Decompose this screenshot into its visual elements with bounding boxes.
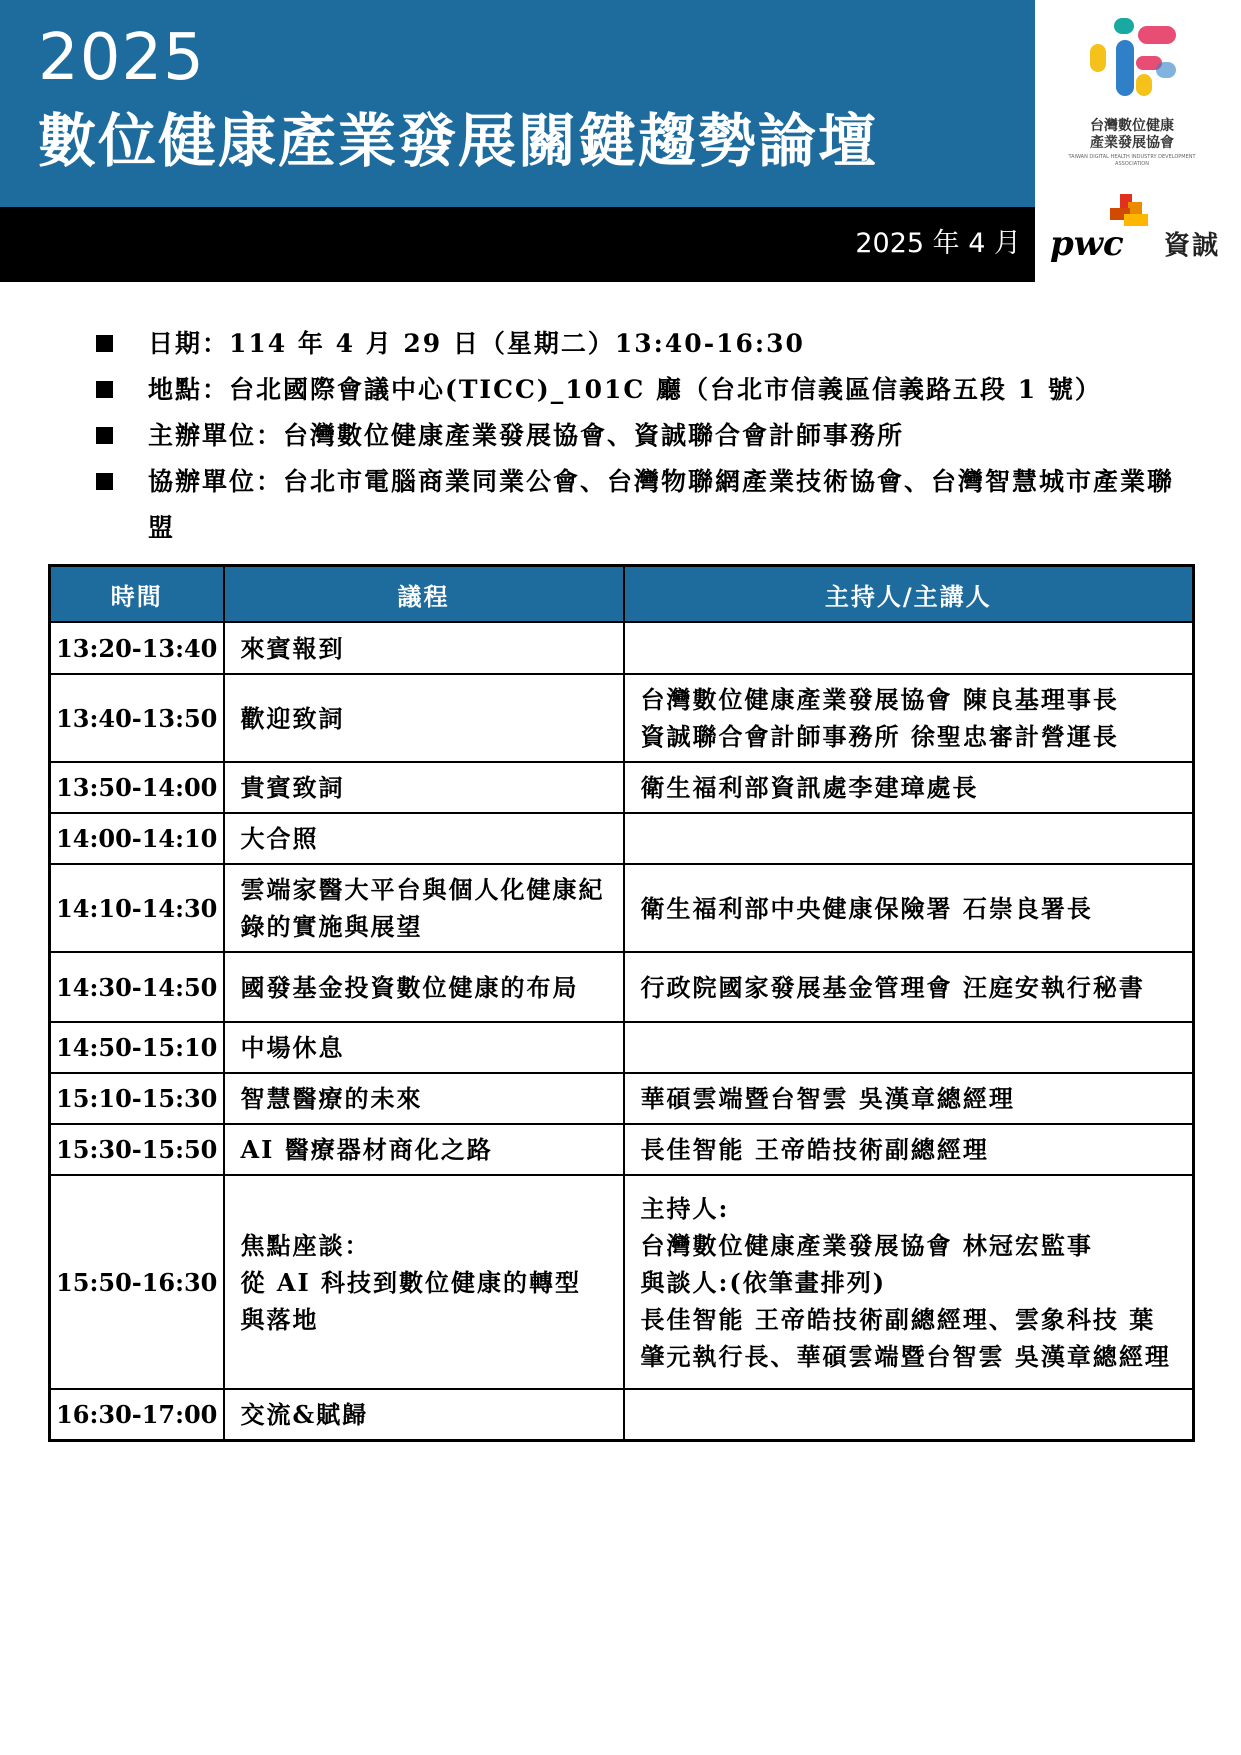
table-row: [50, 864, 1194, 952]
agenda-topic: 國發基金投資數位健康的布局: [224, 952, 624, 1022]
speaker-line: 長佳智能 王帝皓技術副總經理、雲象科技 葉肇元執行長、華碩雲端暨台智雲 吳漢章總經理: [640, 1304, 1171, 1371]
event-co-organizer: 協辦單位：台北市電腦商業同業公會、台灣物聯網產業技術協會、台灣智慧城市產業聯盟: [94, 459, 1174, 551]
tdhia-logo-name: 台灣數位健康 產業發展協會: [1090, 118, 1174, 151]
table-row: [50, 1124, 1194, 1175]
speaker-line: 主持人:: [640, 1193, 730, 1223]
agenda-header-row: [50, 566, 1194, 623]
agenda-speaker: [624, 1124, 1194, 1175]
square-bullet-icon: [96, 473, 113, 490]
agenda-speaker: [624, 1175, 1194, 1389]
agenda-speaker: [624, 1073, 1194, 1124]
table-row: [50, 1389, 1194, 1441]
table-row: [50, 762, 1194, 813]
tdhia-logo-icon: [1088, 18, 1178, 106]
agenda-time: 13:50-14:00: [50, 762, 224, 813]
event-organizer: 主辦單位：台灣數位健康產業發展協會、資誠聯合會計師事務所: [94, 413, 1174, 459]
speaker-line: 與談人:(依筆畫排列): [640, 1267, 887, 1297]
agenda-table: [48, 564, 1195, 1442]
speaker-line: 衛生福利部中央健康保險署 石崇良署長: [640, 893, 1093, 923]
agenda-time: 15:50-16:30: [50, 1175, 224, 1389]
table-row: [50, 1175, 1194, 1389]
agenda-topic: 交流&賦歸: [224, 1389, 624, 1441]
agenda-time: 16:30-17:00: [50, 1389, 224, 1441]
header-date-bar: [0, 207, 1035, 282]
table-row: [50, 813, 1194, 864]
agenda-speaker: [624, 952, 1194, 1022]
speaker-line: 華碩雲端暨台智雲 吳漢章總經理: [640, 1084, 1015, 1113]
agenda-time: 13:40-13:50: [50, 674, 224, 762]
speaker-line: 台灣數位健康產業發展協會 林冠宏監事: [640, 1230, 1093, 1260]
header-banner: [0, 0, 1035, 207]
speaker-line: 長佳智能 王帝皓技術副總經理: [640, 1135, 989, 1164]
speaker-line: 行政院國家發展基金管理會 汪庭安執行秘書: [640, 972, 1145, 1002]
table-row: [50, 622, 1194, 674]
tdhia-logo-subtitle: TAIWAN DIGITAL HEALTH INDUSTRY DEVELOPMENT ASSOCIATION: [1068, 154, 1196, 167]
agenda-topic: 智慧醫療的未來: [224, 1073, 624, 1124]
page-title: 數位健康產業發展關鍵趨勢論壇: [38, 107, 879, 175]
agenda-speaker: [624, 674, 1194, 762]
table-row: [50, 1073, 1194, 1124]
speaker-line: 衛生福利部資訊處李建璋處長: [640, 773, 979, 802]
event-info-list: [94, 321, 1174, 551]
agenda-time: 15:30-15:50: [50, 1124, 224, 1175]
header-date: 2025 年 4 月: [855, 228, 1021, 259]
agenda-topic: 來賓報到: [224, 622, 624, 674]
agenda-speaker: [624, 864, 1194, 952]
table-row: [50, 674, 1194, 762]
event-date: 日期：114 年 4 月 29 日（星期二）13:40-16:30: [94, 321, 1174, 367]
square-bullet-icon: [96, 335, 113, 352]
speaker-line: 資誠聯合會計師事務所 徐聖忠審計營運長: [640, 722, 1119, 751]
column-header-speaker: 主持人/主講人: [624, 566, 1194, 623]
agenda-topic: AI 醫療器材商化之路: [224, 1124, 624, 1175]
header-year: 2025: [38, 21, 205, 95]
pwc-logo: pwc: [1050, 224, 1124, 264]
square-bullet-icon: [96, 381, 113, 398]
agenda-topic: 焦點座談： 從 AI 科技到數位健康的轉型與落地: [224, 1175, 624, 1389]
agenda-time: 14:50-15:10: [50, 1022, 224, 1073]
square-bullet-icon: [96, 427, 113, 444]
agenda-speaker: [624, 813, 1194, 864]
agenda-time: 14:00-14:10: [50, 813, 224, 864]
agenda-topic: 中場休息: [224, 1022, 624, 1073]
agenda-topic: 大合照: [224, 813, 624, 864]
column-header-time: 時間: [50, 566, 224, 623]
speaker-line: 台灣數位健康產業發展協會 陳良基理事長: [640, 685, 1119, 714]
table-row: [50, 952, 1194, 1022]
column-header-topic: 議程: [224, 566, 624, 623]
agenda-speaker: [624, 622, 1194, 674]
agenda-topic: 歡迎致詞: [224, 674, 624, 762]
agenda-topic: 貴賓致詞: [224, 762, 624, 813]
agenda-speaker: [624, 1389, 1194, 1441]
pwc-mark-icon: [1106, 194, 1150, 228]
pwc-logo-chinese: 資誠: [1164, 231, 1221, 261]
agenda-time: 13:20-13:40: [50, 622, 224, 674]
agenda-speaker: [624, 1022, 1194, 1073]
agenda-speaker: [624, 762, 1194, 813]
agenda-time: 14:10-14:30: [50, 864, 224, 952]
table-row: [50, 1022, 1194, 1073]
agenda-time: 14:30-14:50: [50, 952, 224, 1022]
event-location: 地點：台北國際會議中心(TICC)_101C 廳（台北市信義區信義路五段 1 號）: [94, 367, 1174, 413]
agenda-topic: 雲端家醫大平台與個人化健康紀錄的實施與展望: [224, 864, 624, 952]
agenda-time: 15:10-15:30: [50, 1073, 224, 1124]
